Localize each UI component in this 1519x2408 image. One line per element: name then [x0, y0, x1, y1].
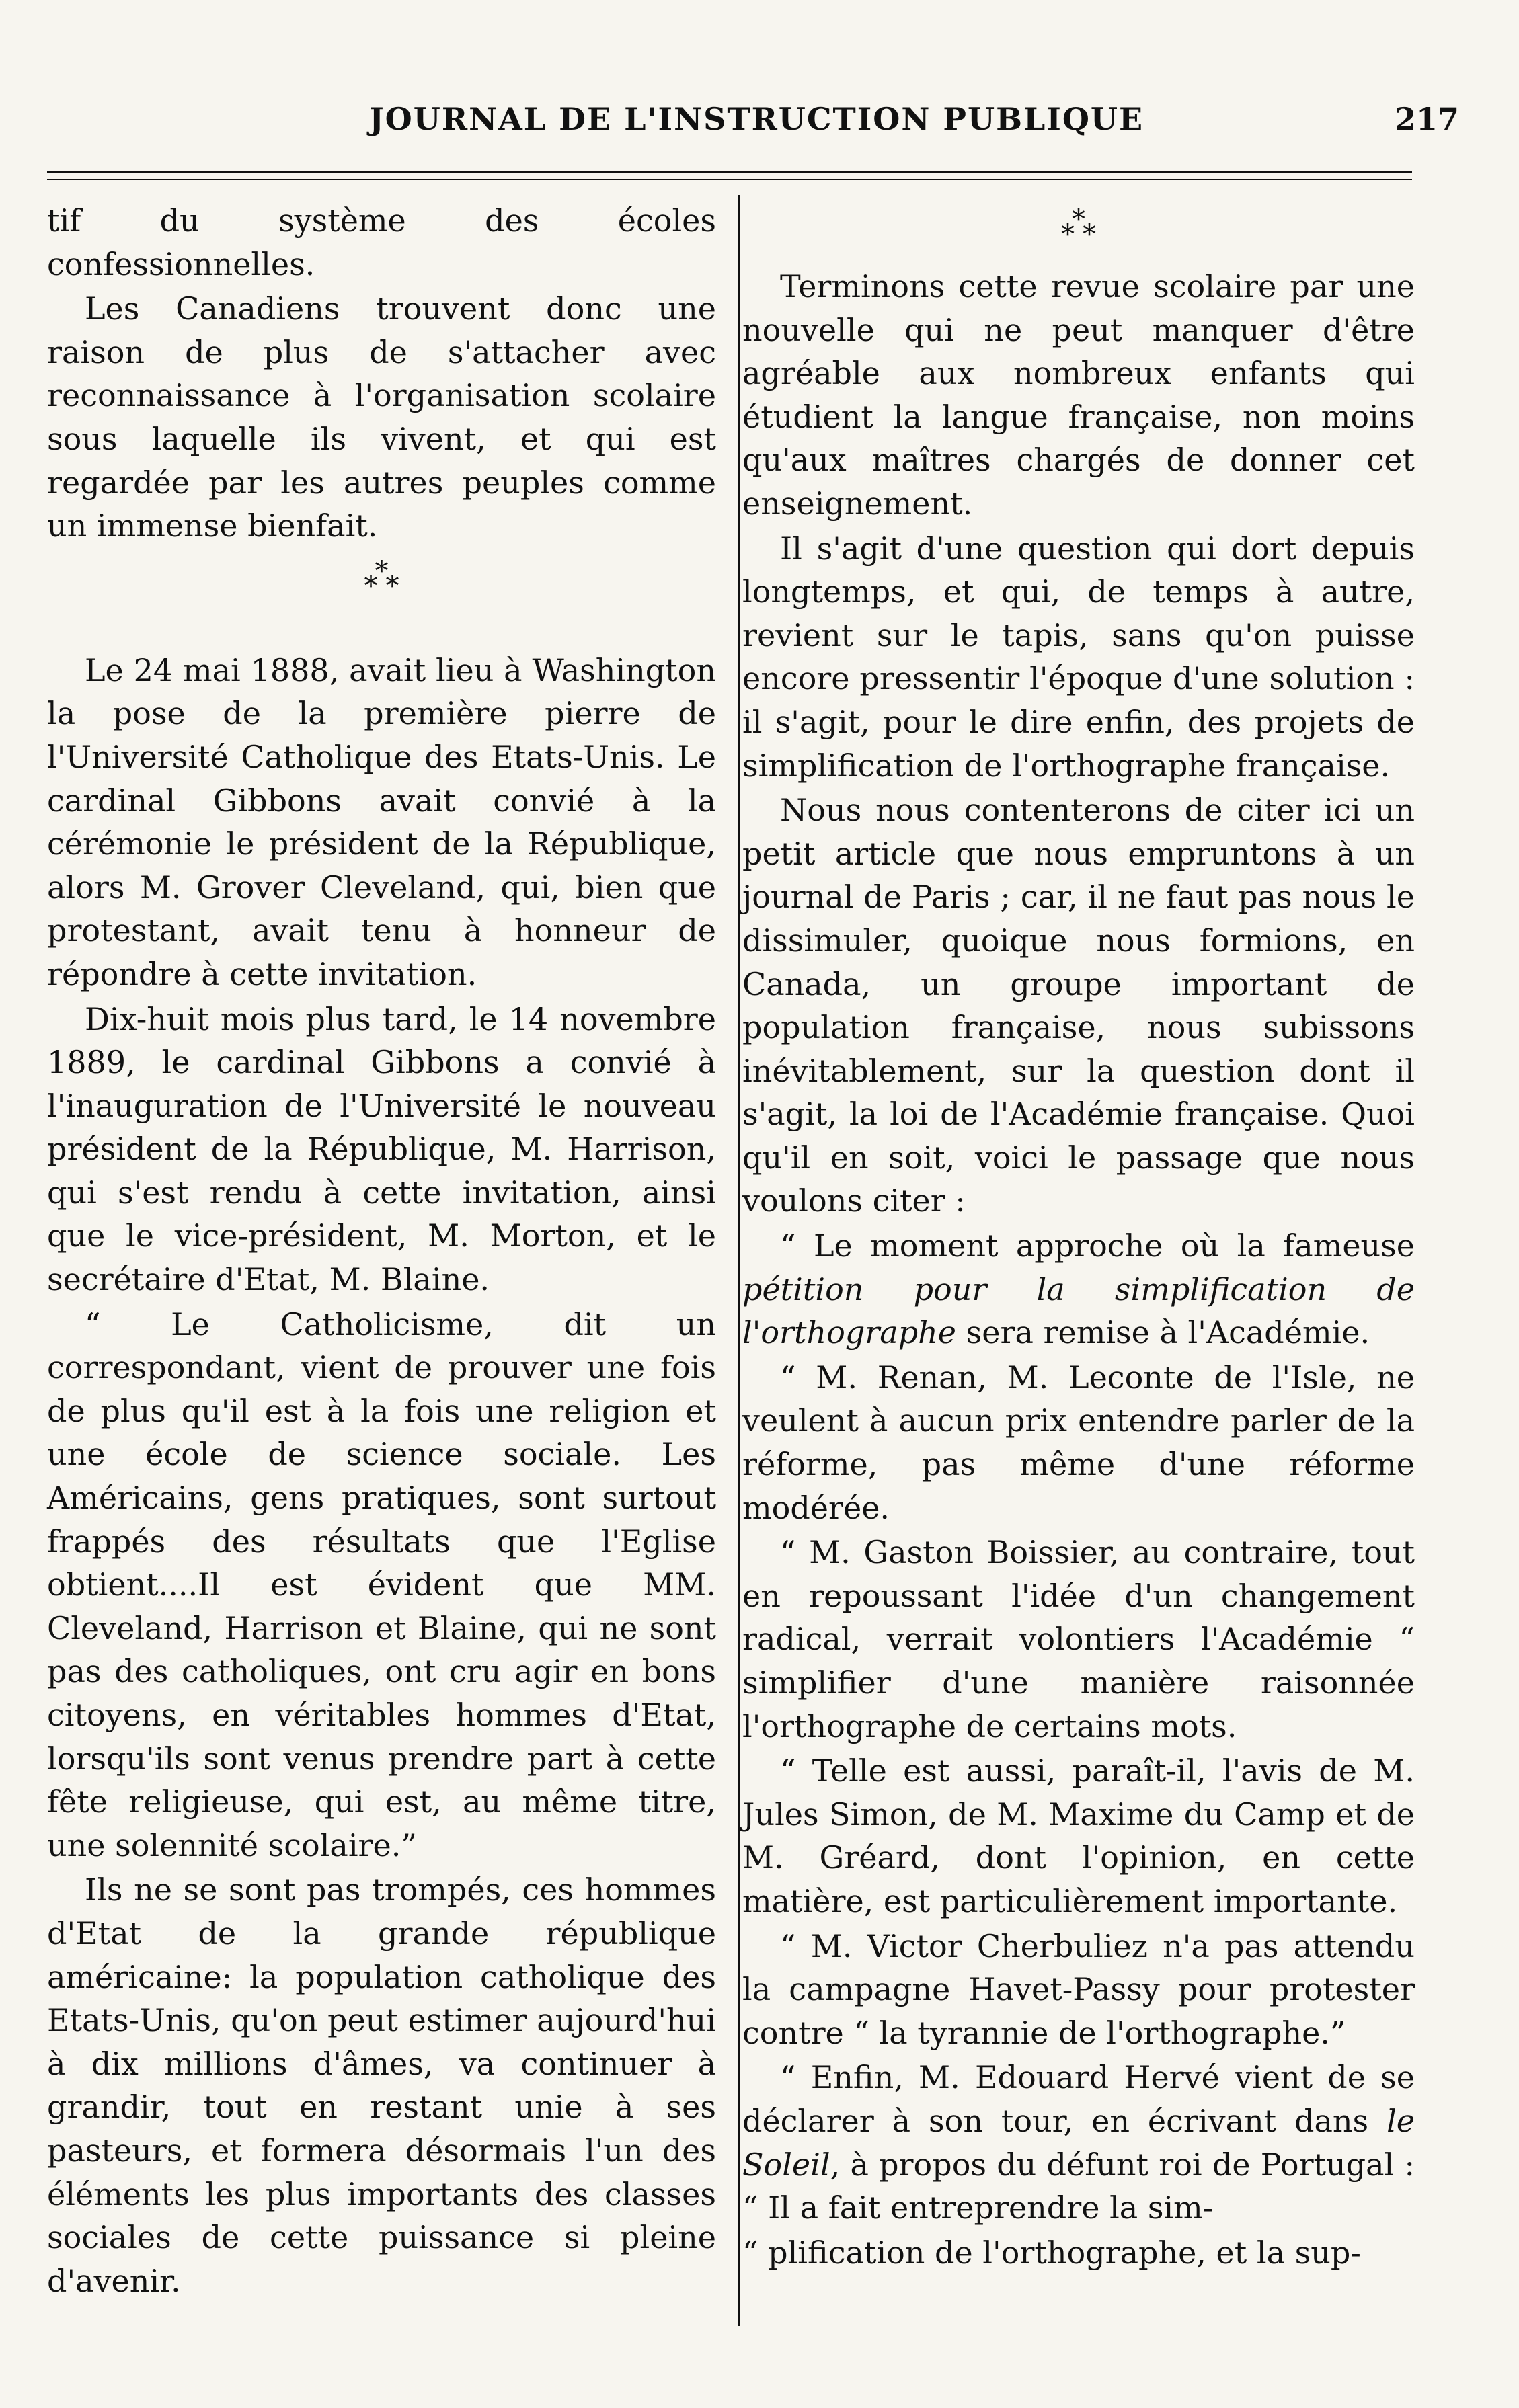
paragraph: tif du système des écoles confessionnelles. [47, 202, 716, 282]
italic-text: pétition pour la simplification de l'orthographe [742, 1271, 1415, 1351]
header-rule [47, 171, 1412, 173]
running-title: JOURNAL DE L'INSTRUCTION PUBLIQUE [368, 101, 1144, 137]
paragraph: Ils ne se sont pas trompés, ces hommes d'Etat de la grande république américaine: la population catholique des Etats-Unis, qu'on peut estimer aujourd'hui à dix millions d'âmes, va continuer à grandir, tout en restant unie à ses pasteurs, et formera désormais l'un des éléments les plus importants des classes sociales de cette puissance si pleine d'avenir. [47, 1872, 716, 2299]
paragraph: Terminons cette revue scolaire par une nouvelle qui ne peut manquer d'être agréable aux nombreux enfants qui étudient la langue française, non moins qu'aux maîtres chargés de donner cet enseignement. [742, 268, 1415, 522]
italic-text: le Soleil [742, 2102, 1415, 2183]
asterisk: * [375, 555, 389, 587]
asterisk: * [1083, 219, 1096, 250]
left-column [47, 199, 716, 2302]
page-header [47, 94, 1466, 155]
paragraph: “ M. Victor Cherbuliez n'a pas attendu la campagne Havet-Passy pour protester contre “ la tyrannie de l'orthographe.” [742, 1927, 1415, 2051]
paragraph: “ Telle est aussi, paraît-il, l'avis de M. Jules Simon, de M. Maxime du Camp et de M. Gréard, dont l'opinion, en cette matière, est particulièrement importante. [742, 1753, 1415, 1919]
paragraph: “ M. Gaston Boissier, au contraire, tout en repoussant l'idée d'un changement radical, verrait volontiers l'Académie “ simplifier d'une manière raisonnée l'orthographe de certains mots. [742, 1534, 1415, 1744]
page-number: 217 [1394, 101, 1459, 137]
paragraph: “ M. Renan, M. Leconte de l'Isle, ne veulent à aucun prix entendre parler de la réforme, pas même d'une réforme modérée. [742, 1359, 1415, 1526]
paragraph: Il s'agit d'une question qui dort depuis longtemps, et qui, de temps à autre, revient sur le tapis, sans qu'on puisse encore pressentir l'époque d'une solution : il s'agit, pour le dire enfin, des projets de simplification de l'orthographe française. [742, 530, 1415, 784]
paragraph [742, 2056, 1415, 2229]
paragraph: “ Le Catholicisme, dit un correspondant, vient de prouver une fois de plus qu'il est à la fois une religion et une école de science sociale. Les Américains, gens pratiques, sont surtout frappés des résultats que l'Eglise obtient....Il est évident que MM. Cleveland, Harrison et Blaine, qui ne sont pas des catholiques, ont cru agir en bons citoyens, en véritables hommes d'Etat, lorsqu'ils sont venus prendre part à cette fête religieuse, qui est, au même titre, une solennité scolaire.” [47, 1306, 716, 1863]
paragraph: Les Canadiens trouvent donc une raison de plus de s'attacher avec reconnaissance à l'organisation scolaire sous laquelle ils vivent, et qui est regardée par les autres peuples comme un immense bienfait. [47, 290, 716, 545]
paragraph: “ plification de l'orthographe, et la sup- [742, 2234, 1361, 2271]
text-run: “ Enfin, M. Edouard Hervé vient de se déclarer à son tour, en écrivant dans [742, 2059, 1415, 2139]
paragraph: Nous nous contenterons de citer ici un petit article que nous empruntons à un journal de Paris ; car, il ne faut pas nous le dissimuler, quoique nous formions, en Canada, un groupe important de population française, nous subissons inévitablement, sur la question dont il s'agit, la loi de l'Académie française. Quoi qu'il en soit, voici le passage que nous voulons citer : [742, 792, 1415, 1219]
right-column [742, 199, 1415, 2274]
header-rule-thin [47, 179, 1412, 180]
asterisk: * [364, 570, 378, 602]
text-run: “ Le moment approche où la fameuse [780, 1228, 1415, 1265]
text-run: , à propos du défunt roi de Portugal : “ Il a fait entreprendre la sim- [742, 2146, 1415, 2226]
asterisk: * [1061, 219, 1075, 250]
asterisk: * [385, 570, 399, 602]
paragraph [742, 1224, 1415, 1355]
text-run: sera remise à l'Académie. [956, 1314, 1370, 1351]
section-separator [47, 555, 716, 622]
asterisk: * [1072, 204, 1085, 235]
column-divider [738, 195, 740, 2326]
paragraph: Le 24 mai 1888, avait lieu à Washington la pose de la première pierre de l'Université Catholique des Etats-Unis. Le cardinal Gibbons avait convié à la cérémonie le président de la République, alors M. Grover Cleveland, qui, bien que protestant, avait tenu à honneur de répondre à cette invitation. [47, 651, 716, 992]
paragraph: Dix-huit mois plus tard, le 14 novembre 1889, le cardinal Gibbons a convié à l'inauguration de l'Université le nouveau président de la République, M. Harrison, qui s'est rendu à cette invitation, ainsi que le vice-président, M. Morton, et le secrétaire d'Etat, M. Blaine. [47, 1000, 716, 1298]
section-separator [742, 203, 1415, 265]
